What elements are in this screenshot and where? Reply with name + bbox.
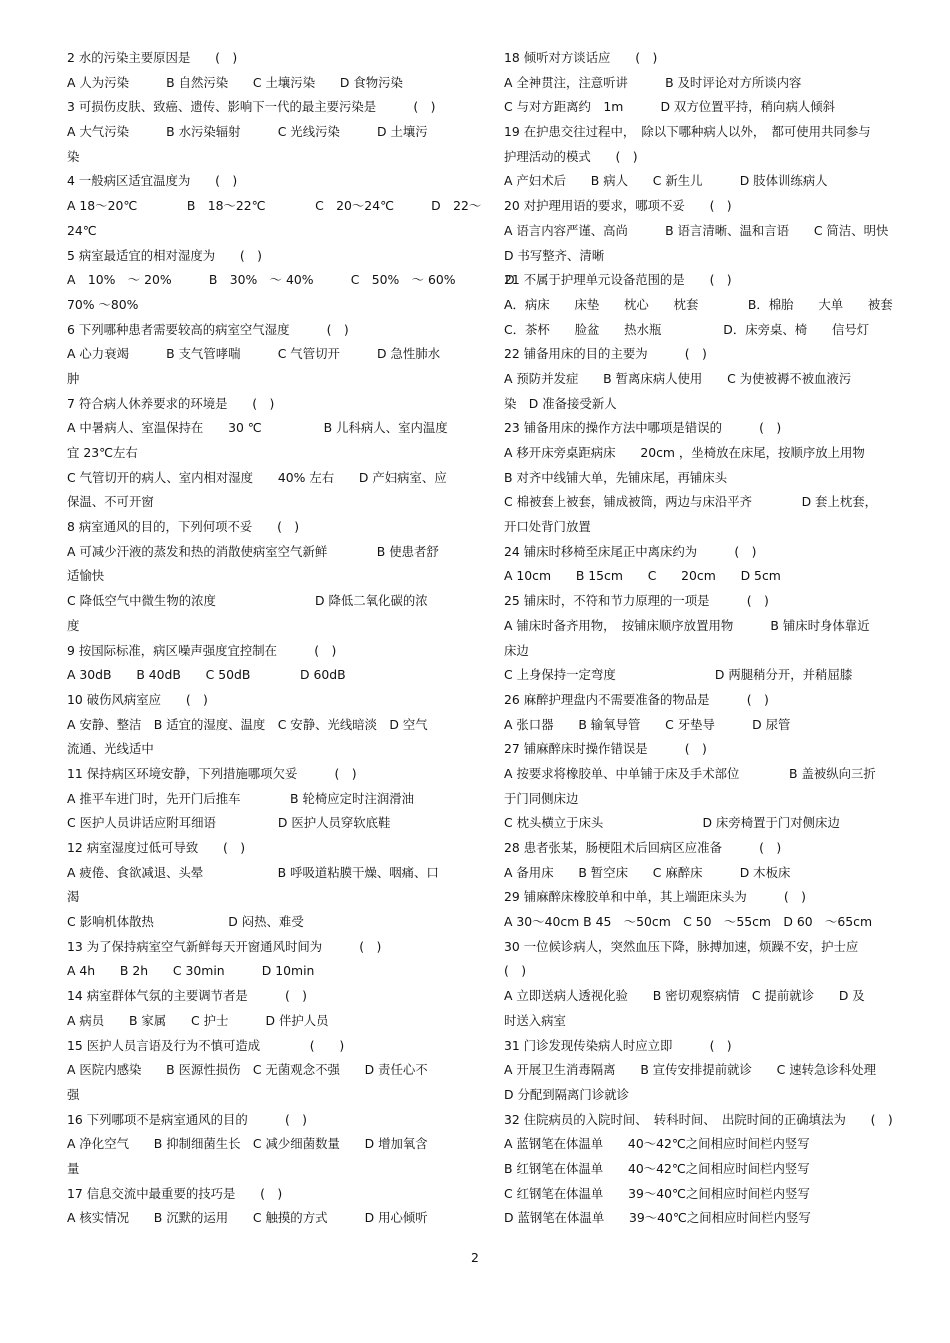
page-number: 2	[471, 1250, 479, 1265]
right-column-line: 21 不属于护理单元设备范围的是 ( )	[504, 272, 732, 288]
right-column-line: A 产妇术后 B 病人 C 新生儿 D 肢体训练病人	[504, 173, 828, 189]
right-column-line: 28 患者张某，肠梗阻术后回病区应准备 ( )	[504, 840, 782, 855]
left-column-line: A 大气污染 B 水污染辐射 C 光线污染 D 土壤污	[67, 124, 428, 140]
right-column-line: ( )	[504, 963, 527, 979]
left-column-line: 强	[67, 1086, 80, 1102]
left-column-line: 8 病室通风的目的，下列何项不妥 ( )	[67, 519, 300, 535]
right-column-line: 30 一位候诊病人，突然血压下降，脉搏加速，烦躁不安，护士应	[504, 938, 859, 954]
right-column-line: 护理活动的模式 ( )	[504, 148, 638, 164]
left-column-line: A 30dB B 40dB C 50dB D 60dB	[67, 667, 346, 683]
left-column-line: 适愉快	[67, 568, 105, 584]
left-column-line: A 中暑病人、室温保持在 30 ℃ B 儿科病人、室内温度	[67, 420, 448, 436]
right-column-line: 20 对护理用语的要求，哪项不妥 ( )	[504, 198, 732, 214]
right-column-line: 时送入病室	[504, 1012, 566, 1028]
left-column-line: A 可减少汗液的蒸发和热的消散使病室空气新鲜 B 使患者舒	[67, 543, 439, 559]
right-column	[504, 46, 908, 1231]
left-column-line: 11 保持病区环境安静，下列措施哪项欠妥 ( )	[67, 765, 357, 781]
right-column-line: 床边	[504, 642, 529, 658]
left-column-line: 4 一般病区适宜温度为 ( )	[67, 173, 238, 189]
right-column-line: C 上身保持一定弯度 D 两腿稍分开，并稍屈膝	[504, 667, 853, 683]
right-column-line: A 备用床 B 暂空床 C 麻醉床 D 木板床	[504, 864, 791, 880]
left-column-line: A 18～20℃ B 18～22℃ C 20～24℃ D 22～	[67, 198, 482, 214]
right-column-line: 31 门诊发现传染病人时应立即 ( )	[504, 1037, 732, 1053]
right-column-line: 27 铺麻醉床时操作错误是 ( )	[504, 741, 707, 757]
right-column-line: 22 铺备用床的目的主要为 ( )	[504, 346, 707, 362]
left-column-line: 肿	[67, 370, 80, 386]
left-column-line: 17 信息交流中最重要的技巧是 ( )	[67, 1185, 283, 1201]
left-column-line: 度	[67, 617, 80, 633]
left-column-line: A 心力衰竭 B 支气管哮喘 C 气管切开 D 急性肺水	[67, 346, 441, 362]
right-column-line: 32 住院病员的入院时间、 转科时间、 出院时间的正确填法为 ( )	[504, 1111, 893, 1127]
left-column-line: 流通、光线适中	[67, 741, 154, 757]
right-column-line: A 蓝钢笔在体温单 40～42℃之间相应时间栏内竖写	[504, 1136, 810, 1152]
left-column-line: 渴	[67, 889, 80, 905]
left-column-line: 量	[67, 1160, 80, 1176]
left-column-line: 宜 23℃左右	[67, 445, 138, 460]
left-column-line: A 病员 B 家属 C 护士 D 伴护人员	[67, 1012, 329, 1028]
left-column-line: C 降低空气中微生物的浓度 D 降低二氧化碳的浓	[67, 593, 428, 609]
right-column-line: 26 麻醉护理盘内不需要准备的物品是 ( )	[504, 691, 769, 707]
left-column-line: 3 可损伤皮肤、致癌、遗传、影响下一代的最主要污染是 ( )	[67, 99, 436, 115]
right-column-line: 开口处背门放置	[504, 519, 591, 535]
right-column-line: 24 铺床时移椅至床尾正中离床约为 ( )	[504, 543, 757, 559]
right-column-line: C．茶杯 脸盆 热水瓶 D．床旁桌、椅 信号灯	[504, 321, 870, 337]
left-column-line: A 净化空气 B 抑制细菌生长 C 减少细菌数量 D 增加氧含	[67, 1136, 428, 1152]
left-column-line: 2 水的污染主要原因是 ( )	[67, 50, 238, 65]
right-column-line: 29 铺麻醉床橡胶单和中单，其上端距床头为 ( )	[504, 889, 806, 905]
right-column-line: C 红钢笔在体温单 39～40℃之间相应时间栏内竖写	[504, 1185, 810, 1201]
left-column-line: C 气管切开的病人、室内相对湿度 40% 左右 D 产妇病室、应	[67, 469, 447, 485]
left-column-line: 10 破伤风病室应 ( )	[67, 691, 208, 707]
right-column-line: B 对齐中线铺大单，先铺床尾，再铺床头	[504, 469, 728, 485]
right-column-line: B 红钢笔在体温单 40～42℃之间相应时间栏内竖写	[504, 1160, 810, 1176]
left-column-line: A 疲倦、食欲减退、头晕 B 呼吸道粘膜干燥、咽痛、口	[67, 864, 439, 880]
right-column-line: 染 D 准备接受新人	[504, 395, 617, 411]
right-column-line: A 语言内容严谨、高尚 B 语言清晰、温和言语 C 简洁、明快	[504, 222, 889, 238]
left-column-line: 保温、不可开窗	[67, 494, 154, 510]
left-column-line: 13 为了保持病室空气新鲜每天开窗通风时间为 ( )	[67, 938, 382, 954]
right-column-line: A 10cm B 15cm C 20cm D 5cm	[504, 568, 781, 584]
left-column-line: 5 病室最适宜的相对湿度为 ( )	[67, 247, 262, 263]
right-column-line: C 与对方距离约 1m D 双方位置平持，稍向病人倾斜	[504, 99, 836, 115]
right-column-line: A 立即送病人透视化验 B 密切观察病情 C 提前就诊 D 及	[504, 988, 865, 1004]
left-column-line: 12 病室湿度过低可导致 ( )	[67, 840, 246, 855]
left-column-line: 70% ～80%	[67, 296, 139, 312]
right-column-line: A 按要求将橡胶单、中单铺于床及手术部位 B 盖被纵向三折	[504, 765, 876, 781]
left-column-line: 7 符合病人休养要求的环境是 ( )	[67, 395, 275, 411]
left-column-line: A 10% ～ 20% B 30% ～ 40% C 50% ～ 60% D	[67, 272, 515, 288]
right-column-line: 于门同侧床边	[504, 790, 579, 806]
left-column-line: A 人为污染 B 自然污染 C 土壤污染 D 食物污染	[67, 74, 403, 90]
left-column-line: A 4h B 2h C 30min D 10min	[67, 963, 315, 979]
right-column-line: D 蓝钢笔在体温单 39～40℃之间相应时间栏内竖写	[504, 1210, 811, 1226]
right-column-line: A 30～40cm B 45 ～50cm C 50 ～55cm D 60 ～65cm	[504, 914, 873, 930]
left-column-line: A 医院内感染 B 医源性损伤 C 无菌观念不强 D 责任心不	[67, 1062, 428, 1078]
left-column-line: C 影响机体散热 D 闷热、难受	[67, 914, 304, 930]
left-column-line: 14 病室群体气氛的主要调节者是 ( )	[67, 988, 308, 1004]
right-column-line: A 张口器 B 输氧导管 C 牙垫导 D 尿管	[504, 716, 791, 732]
right-column-line: 23 铺备用床的操作方法中哪项是错误的 ( )	[504, 420, 782, 436]
right-column-line: A 全神贯注，注意听讲 B 及时评论对方所谈内容	[504, 74, 802, 90]
left-column-line: 16 下列哪项不是病室通风的目的 ( )	[67, 1111, 308, 1127]
right-column-line: A 铺床时备齐用物， 按铺床顺序放置用物 B 铺床时身体靠近	[504, 617, 870, 633]
left-column-line: 9 按国际标准，病区噪声强度宜控制在 ( )	[67, 642, 337, 658]
left-column-line: 染	[67, 148, 80, 164]
right-column-line: D 分配到隔离门诊就诊	[504, 1086, 629, 1102]
right-column-line: 25 铺床时，不符和节力原理的一项是 ( )	[504, 593, 769, 609]
right-column-line: A 移开床旁桌距病床 20cm ，坐椅放在床尾，按顺序放上用物	[504, 445, 865, 460]
right-column-line: A 预防并发症 B 暂离床病人使用 C 为使被褥不被血液污	[504, 370, 852, 386]
right-column-line: A 开展卫生消毒隔离 B 宣传安排提前就诊 C 速转急诊科处理	[504, 1062, 876, 1078]
left-column-line: A 核实情况 B 沉默的运用 C 触摸的方式 D 用心倾听	[67, 1210, 428, 1226]
right-column-line: A．病床 床垫 枕心 枕套 B．棉胎 大单 被套	[504, 296, 893, 312]
left-column-line: A 安静、整洁 B 适宜的湿度、温度 C 安静、光线暗淡 D 空气	[67, 716, 428, 732]
left-column-line: C 医护人员讲话应附耳细语 D 医护人员穿软底鞋	[67, 815, 391, 831]
left-column-line: 24℃	[67, 222, 97, 238]
left-column-line: 15 医护人员言语及行为不慎可造成 ( )	[67, 1037, 345, 1053]
right-column-line: C 棉被套上被套，铺成被筒，两边与床沿平齐 D 套上枕套，	[504, 494, 878, 510]
right-column-line: C 枕头横立于床头 D 床旁椅置于门对侧床边	[504, 815, 840, 831]
left-column-line: A 推平车进门时，先开门后推车 B 轮椅应定时注润滑油	[67, 790, 415, 806]
right-column-line: 19 在护患交往过程中， 除以下哪种病人以外， 都可使用共同参与	[504, 124, 871, 140]
left-column-line: 6 下列哪种患者需要较高的病室空气湿度 ( )	[67, 321, 349, 337]
right-column-line: D 书写整齐、清晰	[504, 247, 605, 263]
left-column	[67, 46, 515, 1231]
right-column-line: 18 倾听对方谈话应 ( )	[504, 50, 658, 65]
